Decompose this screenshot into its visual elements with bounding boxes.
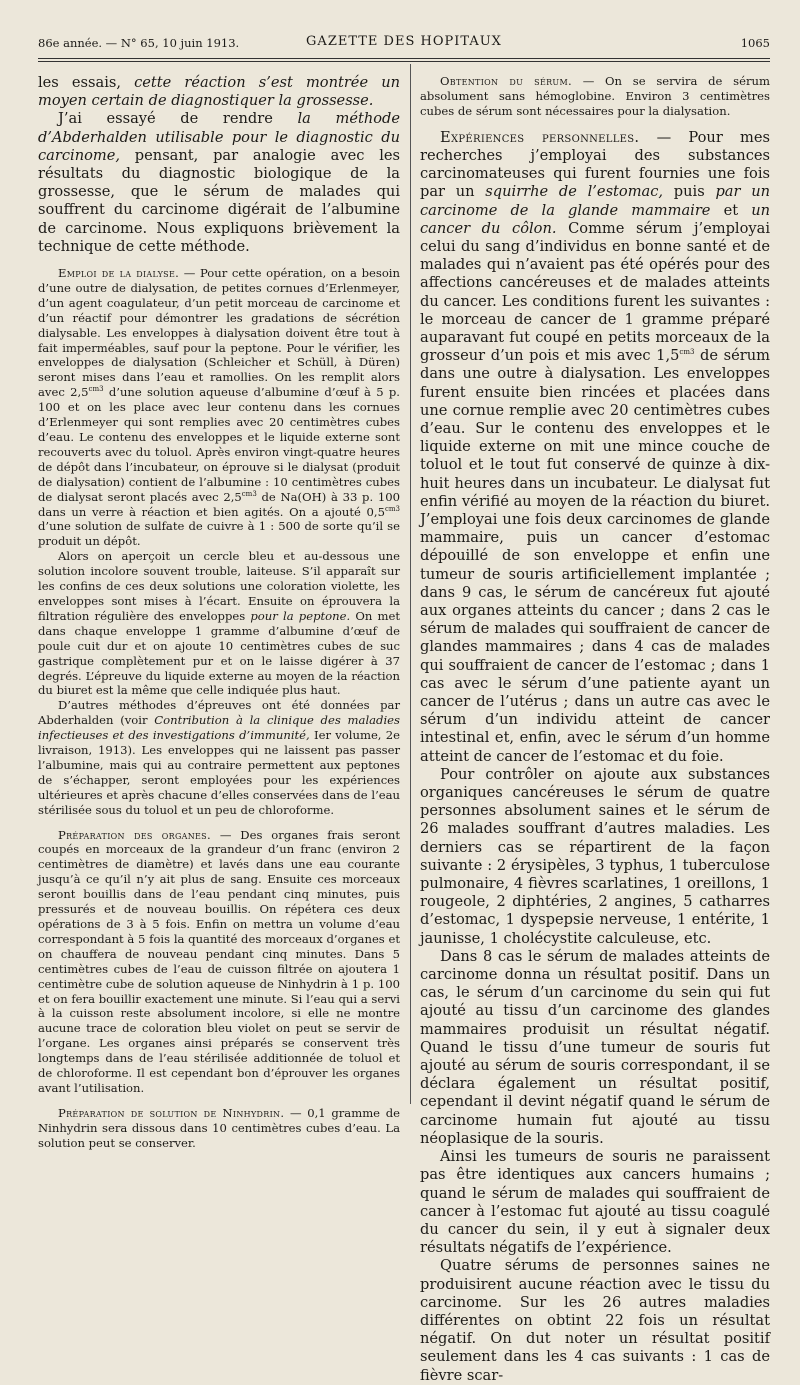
paragraph-organes: Préparation des organes. — Des organes frais seront coupés en morceaux de la grandeur d’un franc (environ 2 centimètres de diamètre) et lavés dans une eau courante jusqu’à ce qu’il n’y ait plus de sang. Ensuite ces morceaux seront bouillis dans de l’eau pendant cinq minutes, puis pressurés et de nouveau bouillis. On répétera ces deux opérations de 3 à 5 fois. Enfin on mettra un volume d’eau correspondant à 5 fois la quantité des morceaux d’organes et on chauffera de nouveau pendant cinq minutes. Dans 5 centimètres cubes de l’eau de cuisson filtrée on ajoutera 1 centimètre cube de solution aqueuse de Ninhydrin à 1 p. 100 et on fera bouillir exactement une minute. Si l’eau qui a servi à la cuisson reste absolument incolore, si elle ne montre aucune trace de coloration bleu violet on peut se servir de l’organe. Les organes ainsi préparés se conservent très longtemps dans de l’eau stérilisée additionnée de toluol et de chloroforme. Il est cependant bon d’éprouver les organes avant l’utilisation. xyxy=(38,827,401,1095)
issue-info: 86e année. — N° 65, 10 juin 1913. xyxy=(38,36,240,50)
section-heading: Emploi de la dialyse. xyxy=(58,266,180,281)
paragraph-resultats: Dans 8 cas le sérum de malades atteints de carcinome donna un résultat positif. Dans un cas, le sérum d’un carcinome du sein qui fut ajouté au tissu d’un carcinome des glandes mammaires produisit un résultat négatif. Quand le tissu d’une tumeur de souris fut ajouté au sérum de souris correspondant, il se déclara également un résultat positif, cependant il devint négatif quand le sérum de carcinome humain fut ajouté au tissu néoplasique de la souris. xyxy=(420,947,770,1147)
right-column xyxy=(420,74,770,1385)
left-column xyxy=(38,74,400,1151)
paragraph-abderhalden: D’autres méthodes d’épreuves ont été données par Abderhalden (voir Contribution à la clinique des maladies infectieuses et des investigations d’immunité, Ier volume, 2e livraison, 1913). Les enveloppes qui ne laissent pas passer l’albumine, mais qui au contraire permettent aux peptones de s’échapper, seront employées pour les expériences ultérieures et après chacune d’elles conservées dans de l’eau stérilisée sous du toluol et un peu de chloroforme. xyxy=(38,698,400,817)
paragraph-method: J’ai essayé de rendre la méthode d’Abderhalden utilisable pour le diagnostic du carcinome, pensant, par analogie avec les résultats du diagnostic biologique de la grossesse, que le sérum de malades qui souffrent du carcinome digérait de l’albumine de carcinome. Nous expliquons brièvement la technique de cette méthode. xyxy=(38,110,400,255)
section-heading: Expériences personnelles. xyxy=(440,128,640,146)
page-number: 1065 xyxy=(740,36,770,50)
paragraph-serums-sains: Quatre sérums de personnes saines ne produisirent aucune réaction avec le tissu du carcinome. Sur les 26 autres maladies différentes on obtint 22 fois un résultat négatif. On dut noter un résultat positif seulement dans les 4 cas suivants : 1 cas de fièvre scar- xyxy=(420,1257,770,1384)
paragraph-serum: Obtention du sérum. — On se servira de sérum absolument sans hémoglobine. Environ 3 centimètres cubes de sérum sont nécessaires pour la dialysation. xyxy=(420,74,770,118)
running-header xyxy=(38,34,770,56)
paragraph-experiences: Expériences personnelles. — Pour mes recherches j’employai des substances carcinomateuses qui furent fournies une fois par un squirrhe de l’estomac, puis par un carcinome de la glande mammaire et un cancer du côlon. Comme sérum j’employai celui du sang d’individus en bonne santé et de malades qui n’avaient pas été opérés pour des affections cancéreuses et de malades atteints du cancer. Les conditions furent les suivantes : le morceau de cancer de 1 gramme préparé auparavant fut coupé en petits morceaux de la grosseur d’un pois et mis avec $1,5^{cm3}$ de sérum dans une outre à dialysation. Les enveloppes furent ensuite bien rincées et placées dans une cornue remplie avec 20 centimètres cubes d’eau. Sur le contenu des enveloppes et le liquide externe on mit une mince couche de toluol et le tout fut conservé de quinze à dix-huit heures dans un incubateur. Le dialysat fut enfin vérifié au moyen de la réaction du biuret. J’employai une fois deux carcinomes de glande mammaire, puis un cancer d’estomac dépouillé de son enveloppe et enfin une tumeur de souris artificiellement implantée ; dans 9 cas, le sérum de cancéreux fut ajouté aux organes atteints du cancer ; dans 2 cas le sérum de malades qui souffraient de cancer de glandes mammaires ; dans 4 cas de malades qui souffraient de cancer de l’estomac ; dans 1 cas avec le sérum d’une patiente ayant un cancer de l’utérus ; dans un autre cas avec le sérum d’un individu atteint de cancer intestinal et, enfin, avec le sérum d’un homme atteint de cancer de l’estomac et du foie. xyxy=(420,128,771,765)
section-heading: Obtention du sérum. xyxy=(440,74,572,88)
paragraph-tumeurs-souris: Ainsi les tumeurs de souris ne paraissent pas être identiques aux cancers humains ; quand le sérum de malades qui souffraient de cancer à l’estomac fut ajouté au tissu coagulé du cancer du sein, il y eut à signaler deux résultats négatifs de l’expérience. xyxy=(420,1148,770,1257)
paragraph-dialyse: Emploi de la dialyse. — Pour cette opération, on a besoin d’une outre de dialysation, de petites cornues d’Erlenmeyer, d’un agent coagulateur, d’un petit morceau de carcinome et d’un réactif pour démontrer les gradations de sécrétion dialysable. Les enveloppes à dialysation doivent être tout à fait imperméables, sauf pour la peptone. Pour le vérifier, les enveloppes de dialysation (Schleicher et Schüll, à Düren) seront mises dans l’eau et ramollies. On les remplit alors avec $2,5^{cm3}$ d’une solution aqueuse d’albumine d’œuf à 5 p. 100 et on les place avec leur contenu dans les cornues d’Erlenmeyer qui sont remplies avec 20 centimètres cubes d’eau. Le contenu des enveloppes et le liquide externe sont recouverts avec du toluol. Après environ vingt-quatre heures de dépôt dans l’incubateur, on éprouve si le dialysat (produit de dialysation) contient de l’albumine : 10 centimètres cubes de dialysat seront placés avec $2,5^{cm3}$ de Na(OH) à 33 p. 100 dans un verre à réaction et bien agités. On a ajouté $0,5^{cm3}$ d’une solution de sulfate de cuivre à 1 : 500 de sorte qu’il se produit un dépôt. xyxy=(38,266,400,549)
section-heading: Préparation des organes. xyxy=(58,827,211,842)
paragraph-ninhydrin: Préparation de solution de Ninhydrin. — 0,1 gramme de Ninhydrin sera dissous dans 10 centimètres cubes d’eau. La solution peut se conserver. xyxy=(38,1105,400,1150)
journal-title: GAZETTE DES HOPITAUX xyxy=(306,34,502,49)
paragraph-cercle: Alors on aperçoit un cercle bleu et au-dessous une solution incolore souvent trouble, laiteuse. S’il apparaît sur les confins de ces deux solutions une coloration violette, les enveloppes sont mises à l’écart. Ensuite on éprouvera la filtration régulière des enveloppes pour la peptone. On met dans chaque enveloppe 1 gramme d’albumine d’œuf de poule cuit dur et on ajoute 10 centimètres cubes de suc gastrique complètement pur et on le laisse digérer à 37 degrés. L’épreuve du liquide externe au moyen de la réaction du biuret est la même que celle indiquée plus haut. xyxy=(38,549,401,698)
section-heading: Préparation de solution de Ninhydrin. xyxy=(58,1105,285,1120)
column-divider xyxy=(410,64,411,1104)
header-rule-second xyxy=(38,61,770,62)
paragraph-intro: les essais, cette réaction s’est montrée un moyen certain de diagnostiquer la grossesse. xyxy=(38,74,400,110)
header-rule xyxy=(38,58,770,59)
paragraph-controle: Pour contrôler on ajoute aux substances organiques cancéreuses le sérum de quatre personnes absolument saines et le sérum de 26 malades souffrant d’autres maladies. Les derniers cas se répartirent de la façon suivante : 2 érysipèles, 3 typhus, 1 tuberculose pulmonaire, 4 fièvres scarlatines, 1 oreillons, 1 rougeole, 2 diphtéries, 2 angines, 5 catharres d’estomac, 1 dyspepsie nerveuse, 1 entérite, 1 jaunisse, 1 cholécystite calculeuse, etc. xyxy=(420,765,770,947)
